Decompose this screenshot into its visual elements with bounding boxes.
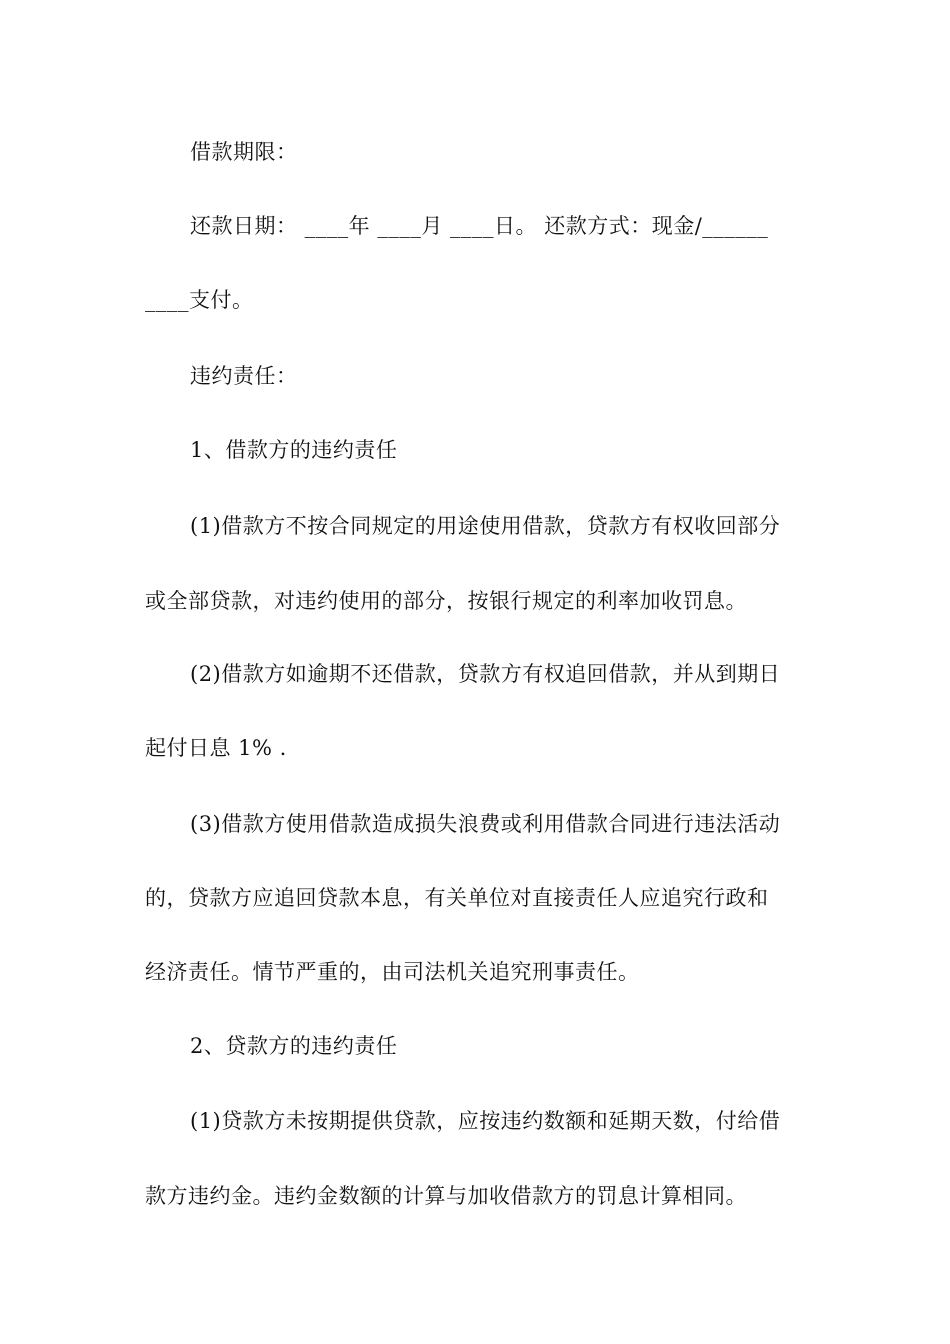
clause-1-3-line-2: 的，贷款方应追回贷款本息，有关单位对直接责任人应追究行政和 bbox=[145, 886, 769, 910]
clause-1-2-line-1: (2)借款方如逾期不还借款，贷款方有权追回借款，并从到期日 bbox=[190, 662, 781, 686]
clause-2-1-line-1: (1)贷款方未按期提供贷款，应按违约数额和延期天数，付给借 bbox=[190, 1109, 781, 1133]
breach-liability-heading: 违约责任： bbox=[190, 364, 298, 388]
clause-1-3-line-1: (3)借款方使用借款造成损失浪费或利用借款合同进行违法活动 bbox=[190, 812, 781, 836]
loan-term-label: 借款期限： bbox=[190, 140, 298, 164]
lender-liability-heading: 2、贷款方的违约责任 bbox=[190, 1034, 398, 1058]
clause-1-3-line-3: 经济责任。情节严重的，由司法机关追究刑事责任。 bbox=[145, 960, 640, 984]
clause-1-1-line-2: 或全部贷款，对违约使用的部分，按银行规定的利率加收罚息。 bbox=[145, 589, 747, 613]
clause-1-1-line-1: (1)借款方不按合同规定的用途使用借款，贷款方有权收回部分 bbox=[190, 514, 781, 538]
borrower-liability-heading: 1、借款方的违约责任 bbox=[190, 438, 398, 462]
clause-1-2-line-2: 起付日息 1% . bbox=[145, 736, 287, 760]
clause-2-1-line-2: 款方违约金。违约金数额的计算与加收借款方的罚息计算相同。 bbox=[145, 1184, 747, 1208]
payment-method-continuation: ____支付。 bbox=[145, 288, 254, 312]
repayment-date-line: 还款日期： ____年 ____月 ____日。 还款方式：现金/______ bbox=[190, 214, 769, 238]
